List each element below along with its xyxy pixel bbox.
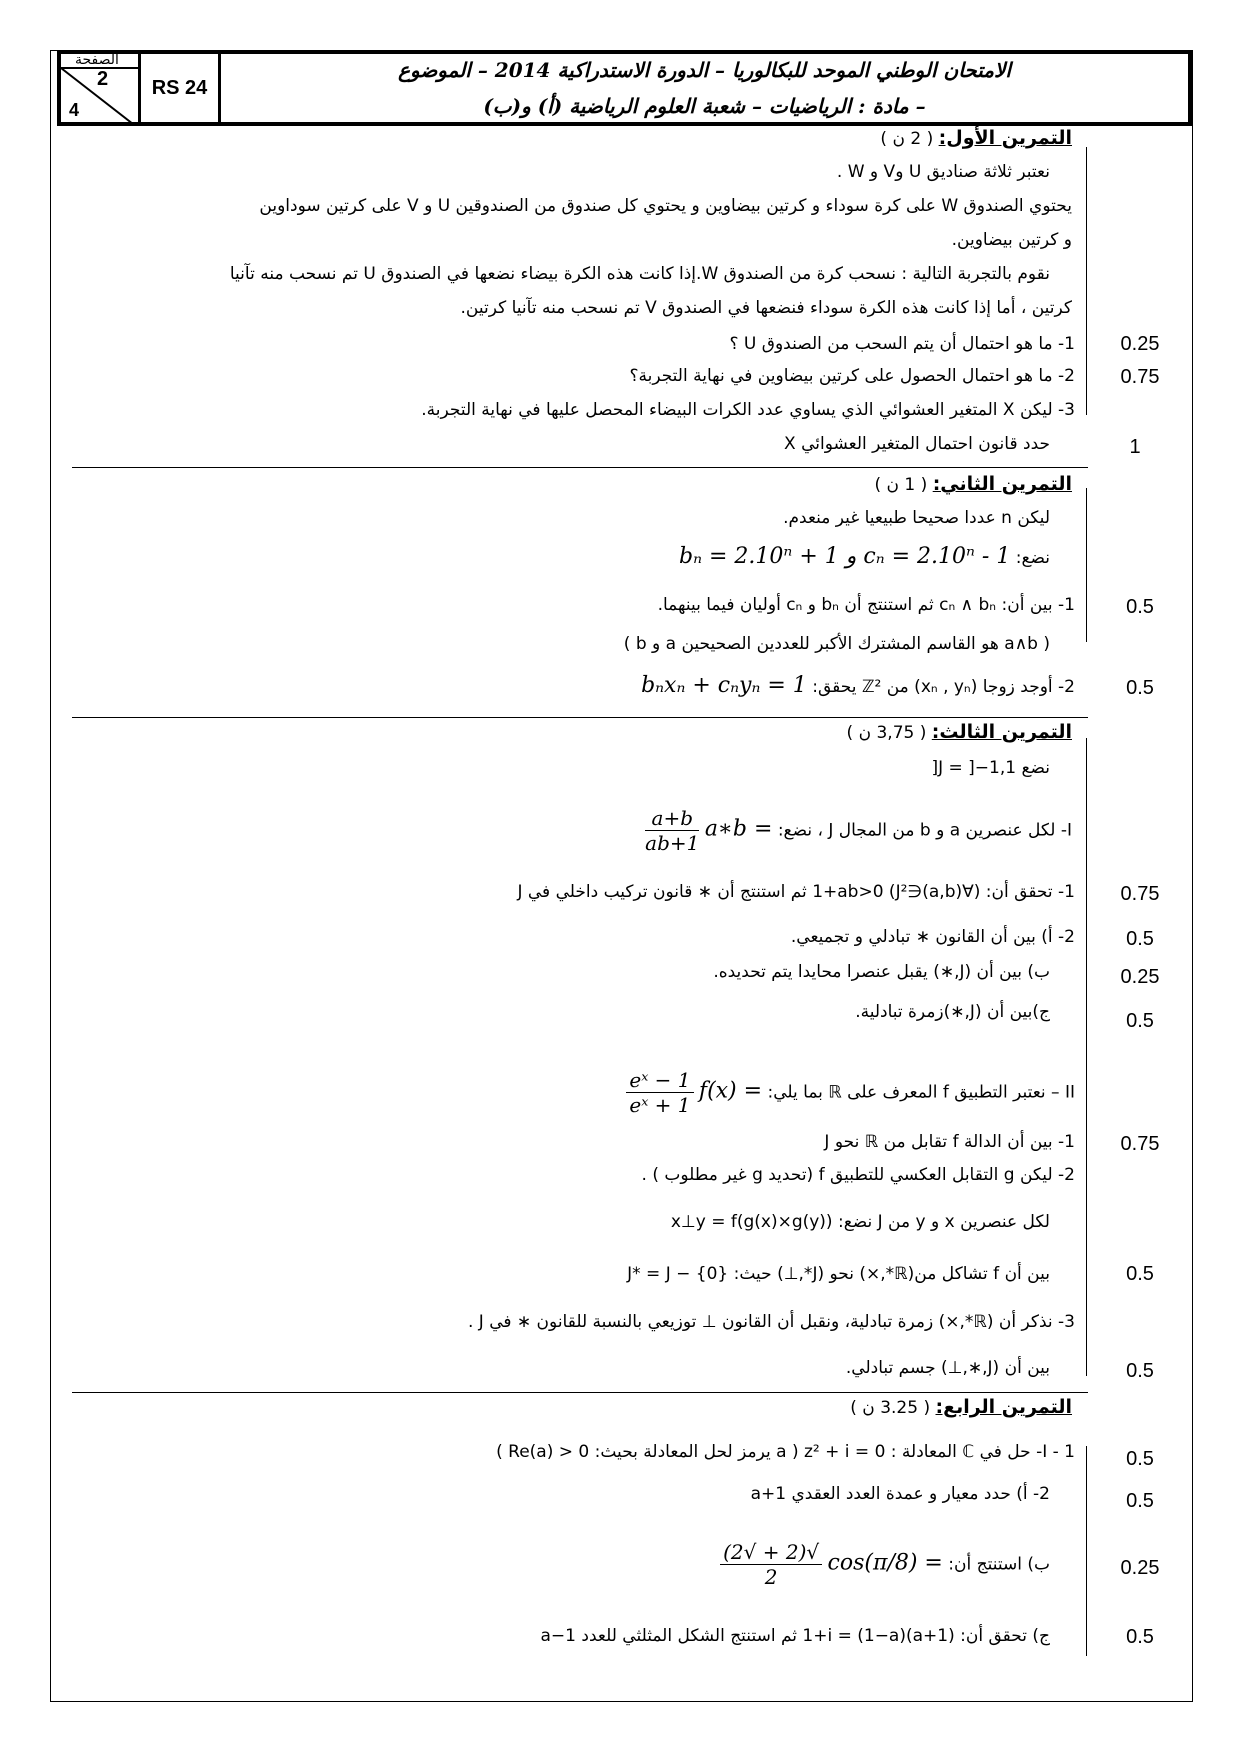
score: 0.75: [1120, 366, 1160, 388]
ex2-q2-label: 2- أوجد زوجا (xₙ , yₙ) من ℤ² يحقق:: [812, 677, 1075, 697]
ex1-line: نعتبر ثلاثة صناديق U وV و W .: [836, 162, 1050, 182]
exam-header: [57, 50, 1192, 126]
ex2-q2-math: bₙxₙ + cₙyₙ = 1: [641, 673, 807, 698]
ex3-question: 1- تحقق أن: (∀(a,b)∈J²) 1+ab>0 ثم استنتج أن ∗ قانون تركيب داخلي في J: [517, 882, 1075, 902]
ex3-law-fraction: [645, 806, 699, 855]
exam-title-line2: – مادة : الرياضيات – شعبة العلوم الرياضية (أ) و(ب): [483, 94, 926, 118]
page-total: 4: [69, 100, 80, 120]
page-number-box: [61, 54, 141, 122]
ex3-f-fraction: [626, 1068, 693, 1117]
exam-title: [226, 54, 1183, 122]
ex2-def-label: نضع:: [1015, 548, 1050, 568]
ex3-law-lhs: a∗b =: [704, 816, 773, 842]
score: 0.5: [1126, 596, 1154, 618]
score: 0.5: [1126, 1490, 1154, 1512]
score: 0.5: [1126, 1010, 1154, 1032]
ex1-line: و كرتين بيضاوين.: [951, 230, 1072, 250]
exercise-2-heading: [874, 472, 1072, 497]
score: 0.5: [1126, 1263, 1154, 1285]
ex4-question: ج) تحقق أن: (1+a)(1−a) = 1+i ثم استنتج الشكل المثلثي للعدد 1−a: [540, 1626, 1050, 1646]
exercise-1-heading: [880, 126, 1072, 151]
ex2-definitions: [679, 545, 1050, 570]
exercise-1-points: ( 2 ن ): [880, 129, 934, 149]
ex2-line: ليكن n عددا صحيحا طبيعيا غير منعدم.: [783, 508, 1050, 528]
section-divider: [72, 1392, 1088, 1393]
ex1-question: 3- ليكن X المتغير العشوائي الذي يساوي عدد الكرات البيضاء المحصل عليها في نهاية التجربة.: [421, 400, 1075, 420]
ex3-question: ب) بين أن (J,∗) يقبل عنصرا محايدا يتم تحديده.: [713, 962, 1050, 982]
ex1-question: 1- ما هو احتمال أن يتم السحب من الصندوق U ؟: [729, 334, 1075, 354]
score: 0.75: [1120, 883, 1160, 905]
exam-title-line1: الامتحان الوطني الموحد للبكالوريا – الدورة الاستدراكية 2014 – الموضوع: [398, 58, 1011, 82]
score-column-divider: [1086, 488, 1087, 642]
fraction-numerator: eˣ − 1: [626, 1068, 693, 1093]
ex4-question: 2- أ) حدد معيار و عمدة العدد العقدي 1+a: [750, 1484, 1050, 1504]
exercise-2-points: ( 1 ن ): [874, 475, 928, 495]
fraction-numerator: a+b: [645, 806, 699, 831]
ex3-f-lhs: f(x) =: [698, 1078, 763, 1104]
fraction-numerator: √(2 + √2): [720, 1540, 822, 1565]
ex1-question: حدد قانون احتمال المتغير العشوائي X: [784, 434, 1050, 454]
score: 0.5: [1126, 1448, 1154, 1470]
score-column-divider: [1086, 147, 1087, 415]
score-column-divider: [1086, 738, 1087, 1376]
ex3-part2-text: II – نعتبر التطبيق f المعرف على ℝ بما يلي:: [767, 1082, 1075, 1103]
ex4-question: I - 1- حل في ℂ المعادلة : z² + i = 0 ( a يرمز لحل المعادلة بحيث: Re(a) > 0 ): [496, 1442, 1075, 1462]
ex1-question: 2- ما هو احتمال الحصول على كرتين بيضاوين في نهاية التجربة؟: [629, 366, 1075, 386]
ex3-question: ج)بين أن (J,∗)زمرة تبادلية.: [855, 1002, 1050, 1022]
ex3-question: بين أن (J,∗,⊥) جسم تبادلي.: [845, 1358, 1050, 1378]
ex4-cos-lhs: cos(π/8) =: [827, 1550, 943, 1576]
ex4-cos-fraction: [720, 1540, 822, 1589]
score: 0.5: [1126, 1626, 1154, 1648]
ex3-question: 2- أ) بين أن القانون ∗ تبادلي و تجميعي.: [790, 927, 1075, 947]
ex3-question: لكل عنصرين x و y من J نضع: x⊥y = f(g(x)×g(y)): [670, 1212, 1050, 1232]
ex3-part1-text: I- لكل عنصرين a و b من المجال J ، نضع:: [777, 820, 1072, 841]
score: 0.5: [1126, 677, 1154, 699]
score: 1: [1129, 436, 1141, 458]
ex3-part2: [626, 1068, 1075, 1117]
score: 0.25: [1120, 1557, 1160, 1579]
ex1-line: يحتوي الصندوق W على كرة سوداء و كرتين بيضاوين و يحتوي كل صندوق من الصندوقين U و V على كرتين سوداوين: [259, 196, 1072, 216]
ex3-question: بين أن f تشاكل من(ℝ*,×) نحو (J*,⊥) حيث: J* = J − {0}: [627, 1264, 1050, 1284]
ex2-question: ( a∧b هو القاسم المشترك الأكبر للعددين الصحيحين a و b ): [623, 634, 1050, 654]
score: 0.25: [1120, 966, 1160, 988]
ex2-question: 1- بين أن: cₙ ∧ bₙ ثم استنتج أن bₙ و cₙ أوليان فيما بينهما.: [657, 595, 1075, 615]
ex2-question: [641, 674, 1075, 699]
ex1-line: نقوم بالتجربة التالية : نسحب كرة من الصندوق W.إذا كانت هذه الكرة بيضاء نضعها في الصندوق U تم نسحب منه تآنيا: [229, 264, 1050, 284]
section-divider: [72, 467, 1088, 468]
fraction-denominator: 2: [764, 1565, 778, 1589]
score-column-divider: [1086, 1446, 1087, 1656]
page-label: الصفحة: [75, 52, 119, 68]
score: 0.5: [1126, 928, 1154, 950]
exercise-4-points: ( 3.25 ن ): [850, 1398, 931, 1418]
ex4-question: [720, 1540, 1050, 1589]
score: 0.5: [1126, 1360, 1154, 1382]
exercise-3-points: ( 3,75 ن ): [846, 723, 927, 743]
ex3-question: 3- نذكر أن (ℝ*,×) زمرة تبادلية، ونقبل أن القانون ⊥ توزيعي بالنسبة للقانون ∗ في J .: [467, 1312, 1075, 1332]
score: 0.25: [1120, 333, 1160, 355]
ex2-def-math: bₙ = 2.10ⁿ + 1 و cₙ = 2.10ⁿ - 1: [679, 544, 1011, 569]
ex4-q2b-label: ب) استنتج أن:: [948, 1554, 1050, 1575]
exam-code: RS 24: [141, 54, 221, 122]
exercise-4-heading: [850, 1395, 1072, 1420]
exercise-3-heading: [847, 720, 1072, 745]
exercise-1-title: التمرين الأول:: [938, 127, 1072, 149]
score: 0.75: [1120, 1133, 1160, 1155]
exercise-4-title: التمرين الرابع:: [935, 1396, 1072, 1418]
fraction-denominator: eˣ + 1: [629, 1093, 691, 1117]
ex3-part1: [645, 806, 1072, 855]
ex3-question: 2- ليكن g التقابل العكسي للتطبيق f (تحديد g غير مطلوب ) .: [641, 1165, 1075, 1185]
section-divider: [72, 717, 1088, 718]
ex3-question: 1- بين أن الدالة f تقابل من ℝ نحو J: [824, 1132, 1075, 1152]
fraction-denominator: 1+ab: [645, 831, 700, 855]
ex3-line: نضع J = ]−1,1[: [931, 758, 1050, 778]
exercise-2-title: التمرين الثاني:: [932, 473, 1072, 495]
ex1-line: كرتين ، أما إذا كانت هذه الكرة سوداء فنضعها في الصندوق V تم نسحب منه تآنيا كرتين.: [460, 298, 1072, 318]
exercise-3-title: التمرين الثالث:: [931, 721, 1072, 743]
page-number: 2: [97, 68, 109, 90]
